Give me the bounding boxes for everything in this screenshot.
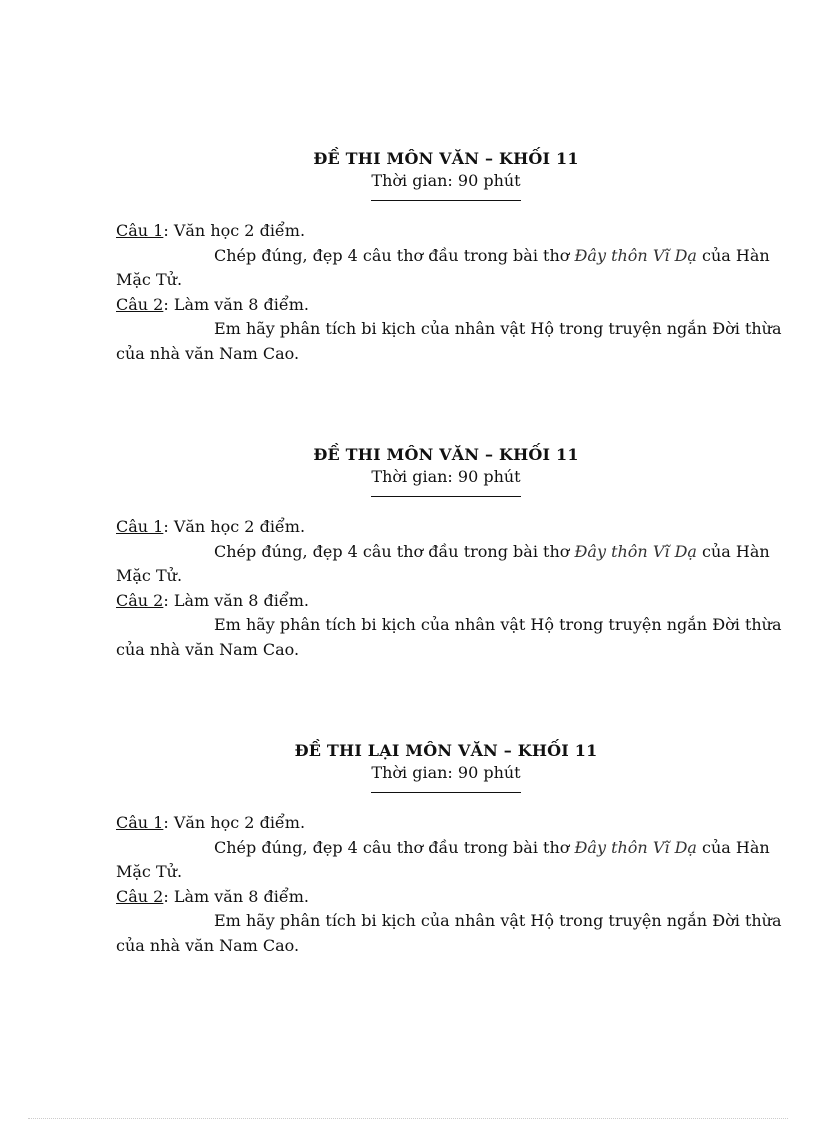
question-1-points: : Văn học 2 điểm.: [163, 813, 306, 832]
question-1-heading: [116, 219, 776, 244]
question-1-text-start: Chép đúng, đẹp 4 câu thơ đầu trong bài thơ: [214, 245, 575, 265]
question-2-label: Câu 2: [116, 590, 164, 610]
title-divider: [371, 496, 521, 497]
title-divider: [371, 200, 521, 201]
poem-title: Đây thôn Vĩ Dạ: [574, 245, 697, 265]
exam-time: Thời gian: 90 phút: [371, 467, 521, 486]
exam-title: ĐỀ THI MÔN VĂN – KHỐI 11: [313, 149, 579, 168]
exam-block-2: [116, 444, 782, 662]
title-divider: [371, 792, 521, 793]
exam-block-1: [116, 148, 782, 366]
poem-title: Đây thôn Vĩ Dạ: [574, 837, 697, 857]
question-1-text: [116, 540, 776, 565]
question-2-text-continued: của nhà văn Nam Cao.: [116, 343, 300, 363]
question-1-text-start: Chép đúng, đẹp 4 câu thơ đầu trong bài thơ: [214, 541, 575, 561]
question-1-text-continued: Mặc Tử.: [116, 270, 183, 289]
question-2-text: Em hãy phân tích bi kịch của nhân vật Hộ trong truyện ngắn Đời thừa: [214, 319, 782, 338]
question-1-label: Câu 1: [116, 517, 164, 536]
question-1-heading: [116, 515, 776, 540]
question-1-points: : Văn học 2 điểm.: [163, 221, 306, 240]
question-1-text-end: của Hàn: [696, 837, 770, 857]
question-1-label: Câu 1: [116, 813, 164, 832]
question-2-label: Câu 2: [116, 886, 164, 906]
exam-block-3: [116, 740, 782, 958]
question-2-label: Câu 2: [116, 294, 164, 314]
question-2-points: : Làm văn 8 điểm.: [163, 590, 309, 610]
question-1-points: : Văn học 2 điểm.: [163, 517, 306, 536]
question-1-text-start: Chép đúng, đẹp 4 câu thơ đầu trong bài thơ: [214, 837, 575, 857]
question-2-text-continued: của nhà văn Nam Cao.: [116, 639, 300, 659]
question-1-text-end: của Hàn: [696, 245, 770, 265]
question-2-points: : Làm văn 8 điểm.: [163, 886, 309, 906]
exam-title: ĐỀ THI LẠI MÔN VĂN – KHỐI 11: [294, 741, 598, 760]
question-1-text: [116, 244, 776, 269]
question-2-text: Em hãy phân tích bi kịch của nhân vật Hộ trong truyện ngắn Đời thừa: [214, 615, 782, 634]
poem-title: Đây thôn Vĩ Dạ: [574, 541, 697, 561]
exam-time: Thời gian: 90 phút: [371, 171, 521, 190]
question-2-heading: [116, 293, 776, 318]
question-2-heading: [116, 885, 776, 910]
question-1-label: Câu 1: [116, 221, 164, 240]
question-2-text: Em hãy phân tích bi kịch của nhân vật Hộ trong truyện ngắn Đời thừa: [214, 911, 782, 930]
question-2-heading: [116, 589, 776, 614]
question-1-text-end: của Hàn: [696, 541, 770, 561]
exam-time: Thời gian: 90 phút: [371, 763, 521, 782]
page-bottom-border: [28, 1118, 788, 1119]
question-2-points: : Làm văn 8 điểm.: [163, 294, 309, 314]
question-1-text-continued: Mặc Tử.: [116, 566, 183, 585]
question-1-heading: [116, 811, 776, 836]
question-1-text: [116, 836, 776, 861]
question-1-text-continued: Mặc Tử.: [116, 862, 183, 881]
exam-title: ĐỀ THI MÔN VĂN – KHỐI 11: [313, 445, 579, 464]
question-2-text-continued: của nhà văn Nam Cao.: [116, 935, 300, 955]
